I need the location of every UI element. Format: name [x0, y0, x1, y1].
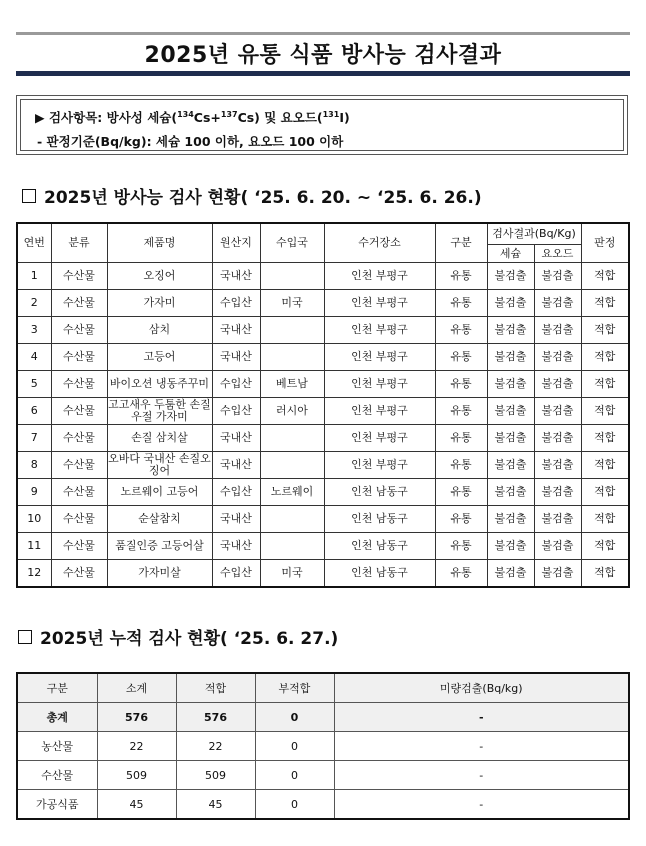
- cell-location: 인천 부평구: [324, 371, 435, 398]
- cell-origin: 국내산: [212, 506, 260, 533]
- table-row: [17, 371, 629, 398]
- cell-type: 유통: [435, 371, 487, 398]
- cell-pass: 509: [176, 761, 255, 790]
- cell-location: 인천 남동구: [324, 506, 435, 533]
- cell-no: 8: [17, 452, 51, 479]
- cell-verdict: 적합: [581, 263, 629, 290]
- cell-subtotal: 576: [97, 703, 176, 732]
- cell-fail: 0: [255, 703, 334, 732]
- cell-iodine: 불검출: [534, 263, 581, 290]
- cell-category: 수산물: [51, 452, 107, 479]
- cell-product: 가자미: [107, 290, 212, 317]
- section2-heading: [18, 624, 338, 649]
- header-verdict: 판정: [581, 223, 629, 263]
- cell-import-country: 미국: [260, 290, 324, 317]
- cell-iodine: 불검출: [534, 452, 581, 479]
- cell-cesium: 불검출: [487, 290, 534, 317]
- cell-iodine: 불검출: [534, 425, 581, 452]
- header-origin: 원산지: [212, 223, 260, 263]
- cell-trace: -: [334, 790, 629, 820]
- criteria-line: - 판정기준(Bq/kg): 세슘 100 이하, 요오드 100 이하: [37, 134, 344, 149]
- header-category: 분류: [51, 223, 107, 263]
- cell-type: 수산물: [17, 761, 97, 790]
- cell-category: 수산물: [51, 344, 107, 371]
- cell-product: 손질 삼치살: [107, 425, 212, 452]
- cell-category: 수산물: [51, 317, 107, 344]
- cell-verdict: 적합: [581, 371, 629, 398]
- cell-cesium: 불검출: [487, 371, 534, 398]
- table-row: [17, 560, 629, 588]
- cell-no: 10: [17, 506, 51, 533]
- cell-origin: 국내산: [212, 344, 260, 371]
- table-row-total: [17, 703, 629, 732]
- checkbox-square-icon: [18, 630, 32, 644]
- cell-product: 삼치: [107, 317, 212, 344]
- i131-text: I): [339, 110, 350, 125]
- table-row: [17, 452, 629, 479]
- cell-cesium: 불검출: [487, 317, 534, 344]
- cell-verdict: 적합: [581, 560, 629, 588]
- inspection-items-line: [35, 108, 350, 126]
- inspection-results-table: [16, 222, 630, 588]
- cell-origin: 국내산: [212, 263, 260, 290]
- cell-cesium: 불검출: [487, 263, 534, 290]
- cell-import-country: 노르웨이: [260, 479, 324, 506]
- cell-iodine: 불검출: [534, 290, 581, 317]
- cell-no: 9: [17, 479, 51, 506]
- cs137-text: Cs) 및 요오드(: [237, 110, 323, 125]
- cell-origin: 국내산: [212, 317, 260, 344]
- cell-product: 고고새우 두툼한 손질 우절 가자미: [108, 398, 211, 423]
- cell-import-country: [260, 506, 324, 533]
- cell-verdict: 적합: [581, 533, 629, 560]
- cell-fail: 0: [255, 761, 334, 790]
- cell-no: 2: [17, 290, 51, 317]
- cell-no: 3: [17, 317, 51, 344]
- cell-verdict: 적합: [581, 506, 629, 533]
- cs137-superscript: 137: [220, 109, 238, 119]
- header-product: 제품명: [107, 223, 212, 263]
- table-row: [17, 533, 629, 560]
- cell-category: 수산물: [51, 560, 107, 588]
- cell-location: 인천 부평구: [324, 398, 435, 425]
- cell-pass: 22: [176, 732, 255, 761]
- cell-cesium: 불검출: [487, 425, 534, 452]
- cell-trace: -: [334, 732, 629, 761]
- cell-iodine: 불검출: [534, 344, 581, 371]
- cell-origin: 수입산: [212, 290, 260, 317]
- cell-import-country: [260, 344, 324, 371]
- cs134-superscript: 134: [177, 109, 194, 119]
- header-location: 수거장소: [324, 223, 435, 263]
- title-bottom-rule: [16, 71, 630, 76]
- cell-type: 유통: [435, 263, 487, 290]
- cell-import-country: 베트남: [260, 371, 324, 398]
- cell-category: 수산물: [51, 371, 107, 398]
- table-row: [17, 398, 629, 425]
- table-row: [17, 479, 629, 506]
- cell-cesium: 불검출: [487, 506, 534, 533]
- table-row: [17, 506, 629, 533]
- header-import-country: 수입국: [260, 223, 324, 263]
- header-trace: 미량검출(Bq/kg): [334, 673, 629, 703]
- header-type: 구분: [17, 673, 97, 703]
- cell-no: 6: [17, 398, 51, 425]
- cell-location: 인천 남동구: [324, 533, 435, 560]
- cell-no: 11: [17, 533, 51, 560]
- cell-origin: 국내산: [212, 452, 260, 479]
- cell-product: 순살참치: [107, 506, 212, 533]
- header-type: 구분: [435, 223, 487, 263]
- section1-title: 2025년 방사능 검사 현황( ‘25. 6. 20. ~ ‘25. 6. 26.): [44, 188, 482, 208]
- cell-import-country: [260, 425, 324, 452]
- cell-origin: 수입산: [212, 371, 260, 398]
- cell-pass: 45: [176, 790, 255, 820]
- cell-subtotal: 22: [97, 732, 176, 761]
- cell-iodine: 불검출: [534, 533, 581, 560]
- cell-category: 수산물: [51, 398, 107, 425]
- cell-type: 유통: [435, 290, 487, 317]
- cell-trace: -: [334, 703, 629, 732]
- cell-verdict: 적합: [581, 317, 629, 344]
- cell-iodine: 불검출: [534, 560, 581, 588]
- cell-category: 수산물: [51, 290, 107, 317]
- cell-location: 인천 남동구: [324, 479, 435, 506]
- cell-location: 인천 부평구: [324, 425, 435, 452]
- cell-type: 농산물: [17, 732, 97, 761]
- section1-heading: [22, 183, 482, 208]
- header-subtotal: 소계: [97, 673, 176, 703]
- cell-verdict: 적합: [581, 425, 629, 452]
- cell-type: 총계: [17, 703, 97, 732]
- cell-origin: 수입산: [212, 479, 260, 506]
- cell-origin: 국내산: [212, 533, 260, 560]
- table-row: [17, 732, 629, 761]
- cell-verdict: 적합: [581, 398, 629, 425]
- cell-cesium: 불검출: [487, 479, 534, 506]
- cell-import-country: 러시아: [260, 398, 324, 425]
- cell-fail: 0: [255, 732, 334, 761]
- cell-iodine: 불검출: [534, 479, 581, 506]
- table-row: [17, 263, 629, 290]
- cell-type: 유통: [435, 398, 487, 425]
- cell-location: 인천 부평구: [324, 263, 435, 290]
- header-cesium: 세슘: [487, 245, 534, 263]
- cell-origin: 국내산: [212, 425, 260, 452]
- i131-superscript: 131: [322, 109, 340, 119]
- table-row: [17, 761, 629, 790]
- cell-trace: -: [334, 761, 629, 790]
- table-row: [17, 317, 629, 344]
- cell-product: 노르웨이 고등어: [107, 479, 212, 506]
- cell-import-country: [260, 452, 324, 479]
- cell-category: 수산물: [51, 506, 107, 533]
- cell-import-country: [260, 317, 324, 344]
- cell-category: 수산물: [51, 263, 107, 290]
- cell-type: 가공식품: [17, 790, 97, 820]
- cell-import-country: [260, 263, 324, 290]
- cell-type: 유통: [435, 344, 487, 371]
- cell-category: 수산물: [51, 479, 107, 506]
- cell-no: 7: [17, 425, 51, 452]
- cell-no: 12: [17, 560, 51, 588]
- cell-iodine: 불검출: [534, 317, 581, 344]
- cell-category: 수산물: [51, 425, 107, 452]
- cell-subtotal: 45: [97, 790, 176, 820]
- cell-iodine: 불검출: [534, 371, 581, 398]
- cell-import-country: [260, 533, 324, 560]
- cell-pass: 576: [176, 703, 255, 732]
- cell-product: 고등어: [107, 344, 212, 371]
- cell-product: 오징어: [107, 263, 212, 290]
- cs134-text: Cs+: [193, 110, 221, 125]
- header-no: 연번: [17, 223, 51, 263]
- header-pass: 적합: [176, 673, 255, 703]
- cell-import-country: 미국: [260, 560, 324, 588]
- table-row: [17, 344, 629, 371]
- page-title: 2025년 유통 식품 방사능 검사결과: [144, 43, 502, 68]
- cell-cesium: 불검출: [487, 398, 534, 425]
- cell-type: 유통: [435, 317, 487, 344]
- cell-location: 인천 남동구: [324, 560, 435, 588]
- cell-no: 5: [17, 371, 51, 398]
- inspection-items-prefix: ▶ 검사항목: 방사성 세슘(: [35, 110, 178, 125]
- cell-cesium: 불검출: [487, 560, 534, 588]
- cell-type: 유통: [435, 506, 487, 533]
- table-row: [17, 425, 629, 452]
- cell-verdict: 적합: [581, 344, 629, 371]
- cell-origin: 수입산: [212, 560, 260, 588]
- cell-product: 오바다 국내산 손질오징어: [108, 452, 211, 477]
- header-result: 검사결과(Bq/Kg): [487, 223, 581, 245]
- cell-iodine: 불검출: [534, 506, 581, 533]
- checkbox-square-icon: [22, 189, 36, 203]
- cell-location: 인천 부평구: [324, 317, 435, 344]
- inspection-info-box: [16, 95, 628, 155]
- cell-verdict: 적합: [581, 452, 629, 479]
- cell-type: 유통: [435, 425, 487, 452]
- table-row: [17, 290, 629, 317]
- cell-product: 가자미살: [107, 560, 212, 588]
- cell-type: 유통: [435, 560, 487, 588]
- cell-location: 인천 부평구: [324, 290, 435, 317]
- cell-location: 인천 부평구: [324, 452, 435, 479]
- cell-iodine: 불검출: [534, 398, 581, 425]
- cumulative-results-table: [16, 672, 630, 820]
- header-iodine: 요오드: [534, 245, 581, 263]
- cell-type: 유통: [435, 479, 487, 506]
- inspection-info-inner: [20, 99, 624, 151]
- cell-location: 인천 부평구: [324, 344, 435, 371]
- cell-no: 1: [17, 263, 51, 290]
- cell-cesium: 불검출: [487, 452, 534, 479]
- cell-fail: 0: [255, 790, 334, 820]
- cell-product: 품질인증 고등어살: [107, 533, 212, 560]
- cell-type: 유통: [435, 533, 487, 560]
- header-fail: 부적합: [255, 673, 334, 703]
- cell-cesium: 불검출: [487, 533, 534, 560]
- cell-no: 4: [17, 344, 51, 371]
- table-row: [17, 790, 629, 820]
- cell-type: 유통: [435, 452, 487, 479]
- title-top-rule: [16, 32, 630, 35]
- cell-verdict: 적합: [581, 290, 629, 317]
- cell-verdict: 적합: [581, 479, 629, 506]
- cell-category: 수산물: [51, 533, 107, 560]
- cell-subtotal: 509: [97, 761, 176, 790]
- cell-origin: 수입산: [212, 398, 260, 425]
- section2-title: 2025년 누적 검사 현황( ‘25. 6. 27.): [40, 629, 339, 649]
- cell-cesium: 불검출: [487, 344, 534, 371]
- cell-product: 바이오션 냉동주꾸미: [107, 371, 212, 398]
